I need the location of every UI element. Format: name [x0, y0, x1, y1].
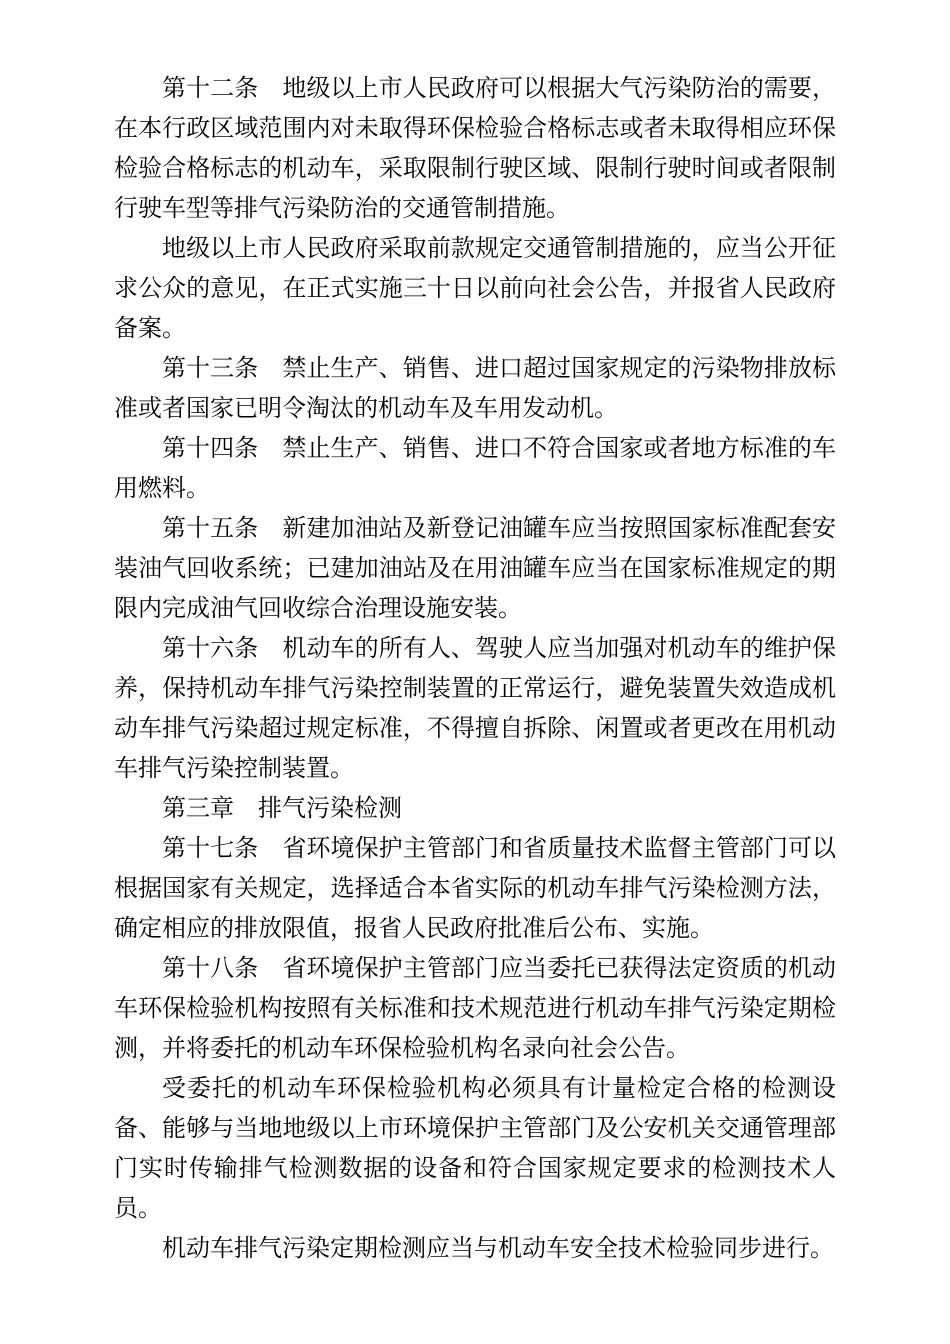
- article-13-paragraph: 第十三条 禁止生产、销售、进口超过国家规定的污染物排放标准或者国家已明令淘汰的机动车及车用发动机。: [114, 354, 836, 422]
- article-18-clause-2-paragraph: 受委托的机动车环保检验机构必须具有计量检定合格的检测设备、能够与当地地级以上市环境保护主管部门及公安机关交通管理部门实时传输排气检测数据的设备和符合国家规定要求的检测技术人员。: [114, 1074, 836, 1222]
- article-18-clause-3-paragraph: 机动车排气污染定期检测应当与机动车安全技术检验同步进行。: [162, 1234, 834, 1262]
- article-16-paragraph: 第十六条 机动车的所有人、驾驶人应当加强对机动车的维护保养，保持机动车排气污染控制装置的正常运行，避免装置失效造成机动车排气污染超过规定标准，不得擅自拆除、闲置或者更改在用机动车排气污染控制装置。: [114, 634, 836, 782]
- article-15-paragraph: 第十五条 新建加油站及新登记油罐车应当按照国家标准配套安装油气回收系统；已建加油站及在用油罐车应当在国家标准规定的期限内完成油气回收综合治理设施安装。: [114, 514, 836, 622]
- article-18-paragraph: 第十八条 省环境保护主管部门应当委托已获得法定资质的机动车环保检验机构按照有关标准和技术规范进行机动车排气污染定期检测，并将委托的机动车环保检验机构名录向社会公告。: [114, 954, 836, 1062]
- article-12-clause-2-paragraph: 地级以上市人民政府采取前款规定交通管制措施的，应当公开征求公众的意见，在正式实施三十日以前向社会公告，并报省人民政府备案。: [114, 234, 836, 342]
- article-12-paragraph: 第十二条 地级以上市人民政府可以根据大气污染防治的需要，在本行政区域范围内对未取得环保检验合格标志或者未取得相应环保检验合格标志的机动车，采取限制行驶区域、限制行驶时间或者限制行驶车型等排气污染防治的交通管制措施。: [114, 74, 836, 222]
- article-17-paragraph: 第十七条 省环境保护主管部门和省质量技术监督主管部门可以根据国家有关规定，选择适合本省实际的机动车排气污染检测方法，确定相应的排放限值，报省人民政府批准后公布、实施。: [114, 834, 836, 942]
- chapter-3-heading: 第三章 排气污染检测: [162, 794, 402, 822]
- document-page: [114, 68, 836, 1268]
- article-14-paragraph: 第十四条 禁止生产、销售、进口不符合国家或者地方标准的车用燃料。: [114, 434, 836, 502]
